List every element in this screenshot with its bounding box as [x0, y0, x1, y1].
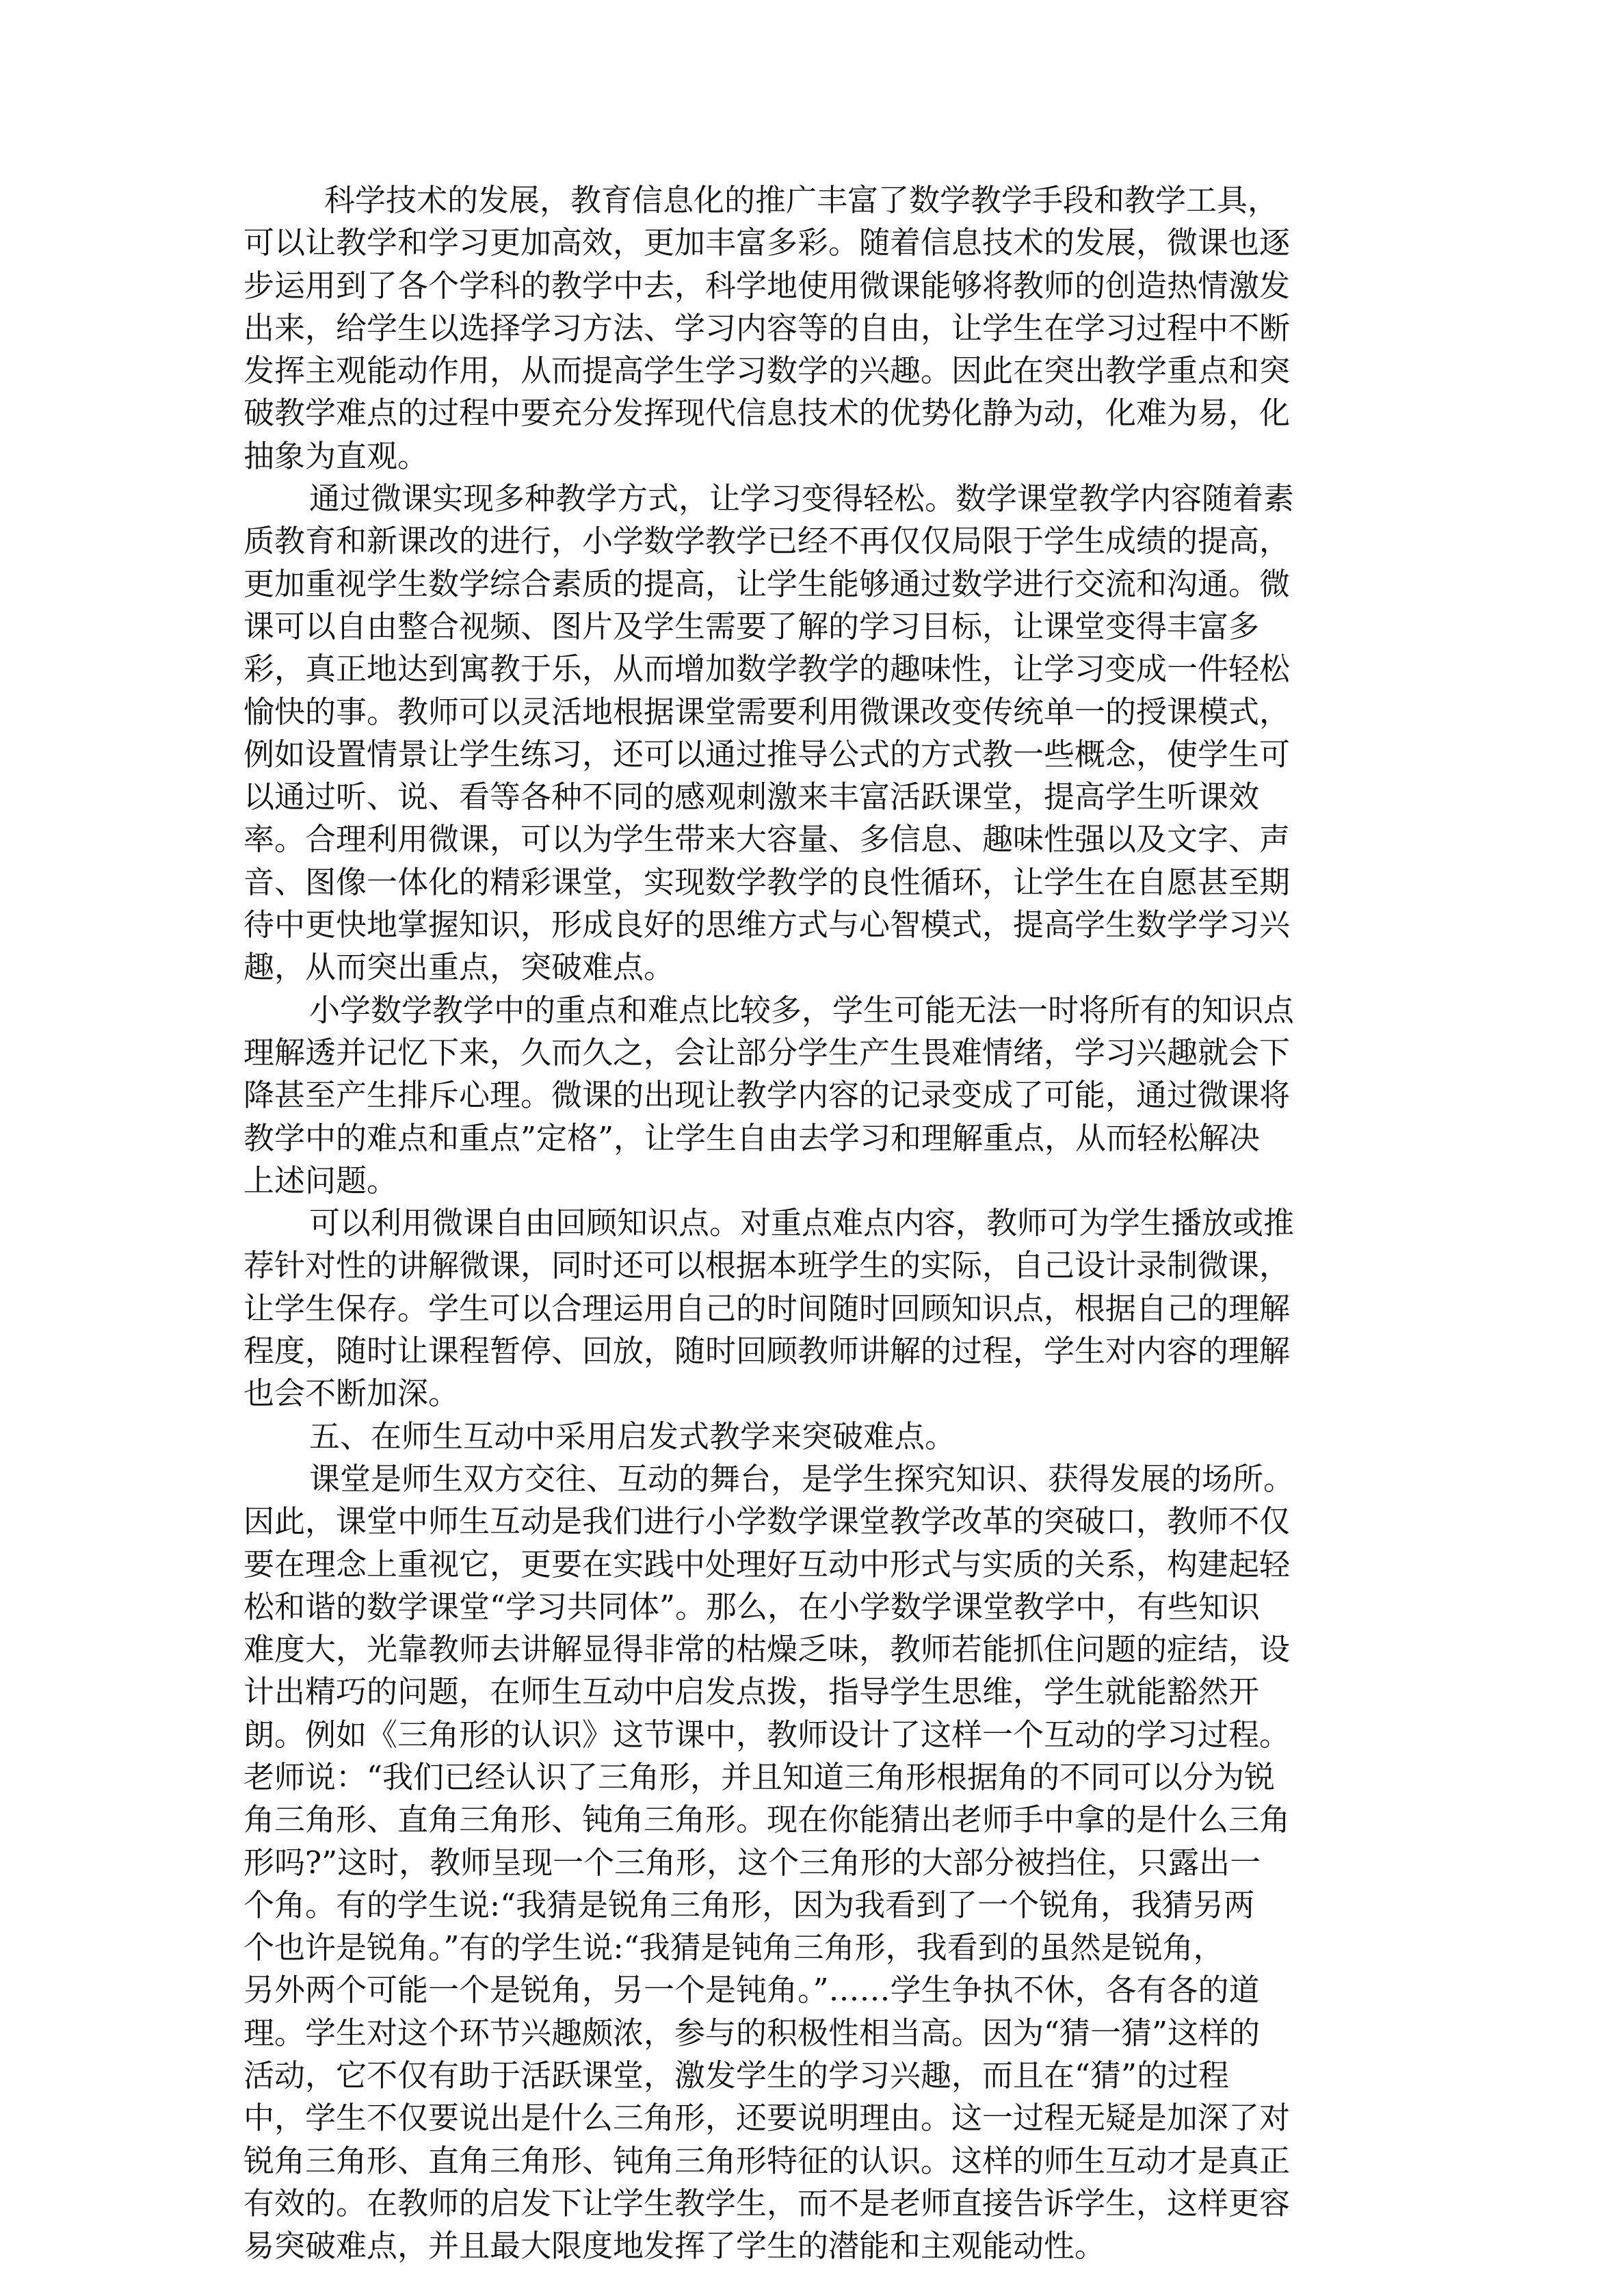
text-line: 课堂是师生双方交往、互动的舞台，是学生探究知识、获得发展的场所。 — [309, 1460, 1295, 1497]
text-line: 中，学生不仅要说出是什么三角形，还要说明理由。这一过程无疑是加深了对 — [243, 2100, 1291, 2137]
text-line: 个也许是锐角。”有的学生说:“我猜是钝角三角形，我看到的虽然是锐角， — [243, 1929, 1224, 1966]
text-line: 科学技术的发展，教育信息化的推广丰富了数学教学手段和教学工具， — [324, 182, 1279, 218]
section-heading — [243, 1416, 1369, 1458]
text-line: 质教育和新课改的进行，小学数学教学已经不再仅仅局限于学生成绩的提高， — [243, 523, 1291, 560]
text-line: 可以让教学和学习更加高效，更加丰富多彩。随着信息技术的发展，微课也逐 — [243, 224, 1291, 261]
text-line: 有效的。在教师的启发下让学生教学生，而不是老师直接告诉学生，这样更容 — [243, 2184, 1291, 2221]
text-line: 理。学生对这个环节兴趣颇浓，参与的积极性相当高。因为“猜一猜”这样的 — [243, 2014, 1261, 2051]
text-line: 待中更快地掌握知识，形成良好的思维方式与心智模式，提高学生数学学习兴 — [243, 906, 1291, 943]
text-line: 小学数学教学中的重点和难点比较多，学生可能无法一时将所有的知识点 — [309, 991, 1295, 1028]
text-line: 音、图像一体化的精彩课堂，实现数学教学的良性循环，让学生在自愿甚至期 — [243, 863, 1291, 900]
body-text — [243, 179, 1369, 2268]
text-line: 另外两个可能一个是锐角，另一个是钝角。”……学生争执不休，各有各的道 — [243, 1972, 1260, 2009]
text-line: 破教学难点的过程中要充分发挥现代信息技术的优势化静为动，化难为易，化 — [243, 395, 1291, 432]
paragraph-4 — [243, 1202, 1369, 1415]
text-line: 发挥主观能动作用，从而提高学生学习数学的兴趣。因此在突出教学重点和突 — [243, 352, 1291, 389]
text-line: 因此，课堂中师生互动是我们进行小学数学课堂教学改革的突破口，教师不仅 — [243, 1503, 1291, 1540]
paragraph-3 — [243, 989, 1369, 1202]
text-line: 角三角形、直角三角形、钝角三角形。现在你能猜出老师手中拿的是什么三角 — [243, 1801, 1291, 1838]
text-line: 计出精巧的问题，在师生互动中启发点拨，指导学生思维，学生就能豁然开 — [243, 1673, 1260, 1710]
text-line: 易突破难点，并且最大限度地发挥了学生的潜能和主观能动性。 — [243, 2228, 1106, 2265]
text-line: 程度，随时让课程暂停、回放，随时回顾教师讲解的过程，学生对内容的理解 — [243, 1333, 1291, 1370]
text-line: 以通过听、说、看等各种不同的感观刺激来丰富活跃课堂，提高学生听课效 — [243, 779, 1260, 816]
text-line: 形吗?”这时，教师呈现一个三角形，这个三角形的大部分被挡住，只露出一 — [243, 1844, 1261, 1881]
text-line: 五、在师生互动中采用启发式教学来突破难点。 — [309, 1418, 956, 1454]
text-line: 更加重视学生数学综合素质的提高，让学生能够通过数学进行交流和沟通。微 — [243, 565, 1291, 602]
text-line: 通过微课实现多种教学方式，让学习变得轻松。数学课堂教学内容随着素 — [309, 480, 1295, 517]
paragraph-1 — [243, 179, 1369, 478]
text-line: 抽象为直观。 — [243, 437, 429, 474]
text-line: 也会不断加深。 — [243, 1375, 460, 1412]
paragraph-6 — [243, 1458, 1369, 2268]
text-line: 例如设置情景让学生练习，还可以通过推导公式的方式教一些概念，使学生可 — [243, 735, 1291, 772]
paragraph-2 — [243, 478, 1369, 989]
text-line: 步运用到了各个学科的教学中去，科学地使用微课能够将教师的创造热情激发 — [243, 267, 1291, 304]
text-line: 降甚至产生排斥心理。微课的出现让教学内容的记录变成了可能，通过微课将 — [243, 1077, 1291, 1114]
text-line: 活动，它不仅有助于活跃课堂，激发学生的学习兴趣，而且在“猜”的过程 — [243, 2057, 1230, 2094]
text-line: 荐针对性的讲解微课，同时还可以根据本班学生的实际，自己设计录制微课， — [243, 1247, 1291, 1284]
text-line: 彩，真正地达到寓教于乐，从而增加数学教学的趣味性，让学习变成一件轻松 — [243, 651, 1291, 688]
text-line: 率。合理利用微课，可以为学生带来大容量、多信息、趣味性强以及文字、声 — [243, 821, 1291, 858]
text-line: 理解透并记忆下来，久而久之，会让部分学生产生畏难情绪，学习兴趣就会下 — [243, 1034, 1291, 1071]
text-line: 锐角三角形、直角三角形、钝角三角形特征的认识。这样的师生互动才是真正 — [243, 2142, 1291, 2179]
text-line: 课可以自由整合视频、图片及学生需要了解的学习目标，让课堂变得丰富多 — [243, 608, 1260, 644]
text-line: 可以利用微课自由回顾知识点。对重点难点内容，教师可为学生播放或推 — [309, 1205, 1295, 1242]
text-line: 上述问题。 — [243, 1162, 398, 1199]
text-line: 难度大，光靠教师去讲解显得非常的枯燥乏味，教师若能抓住问题的症结，设 — [243, 1631, 1291, 1668]
text-line: 愉快的事。教师可以灵活地根据课堂需要利用微课改变传统单一的授课模式， — [243, 693, 1291, 730]
text-line: 让学生保存。学生可以合理运用自己的时间随时回顾知识点，根据自己的理解 — [243, 1290, 1291, 1327]
text-line: 老师说：“我们已经认识了三角形，并且知道三角形根据角的不同可以分为锐 — [243, 1758, 1276, 1795]
text-line: 朗。例如《三角形的认识》这节课中，教师设计了这样一个互动的学习过程。 — [243, 1716, 1291, 1753]
text-line: 松和谐的数学课堂“学习共同体”。那么，在小学数学课堂教学中，有些知识 — [243, 1588, 1261, 1625]
text-line: 要在理念上重视它，更要在实践中处理好互动中形式与实质的关系，构建起轻 — [243, 1545, 1291, 1582]
text-line: 趣，从而突出重点，突破难点。 — [243, 949, 675, 986]
text-line: 个角。有的学生说:“我猜是锐角三角形，因为我看到了一个锐角，我猜另两 — [243, 1886, 1255, 1923]
text-line: 出来，给学生以选择学习方法、学习内容等的自由，让学生在学习过程中不断 — [243, 309, 1291, 346]
text-line: 教学中的难点和重点”定格”，让学生自由去学习和理解重点，从而轻松解决 — [243, 1119, 1261, 1156]
